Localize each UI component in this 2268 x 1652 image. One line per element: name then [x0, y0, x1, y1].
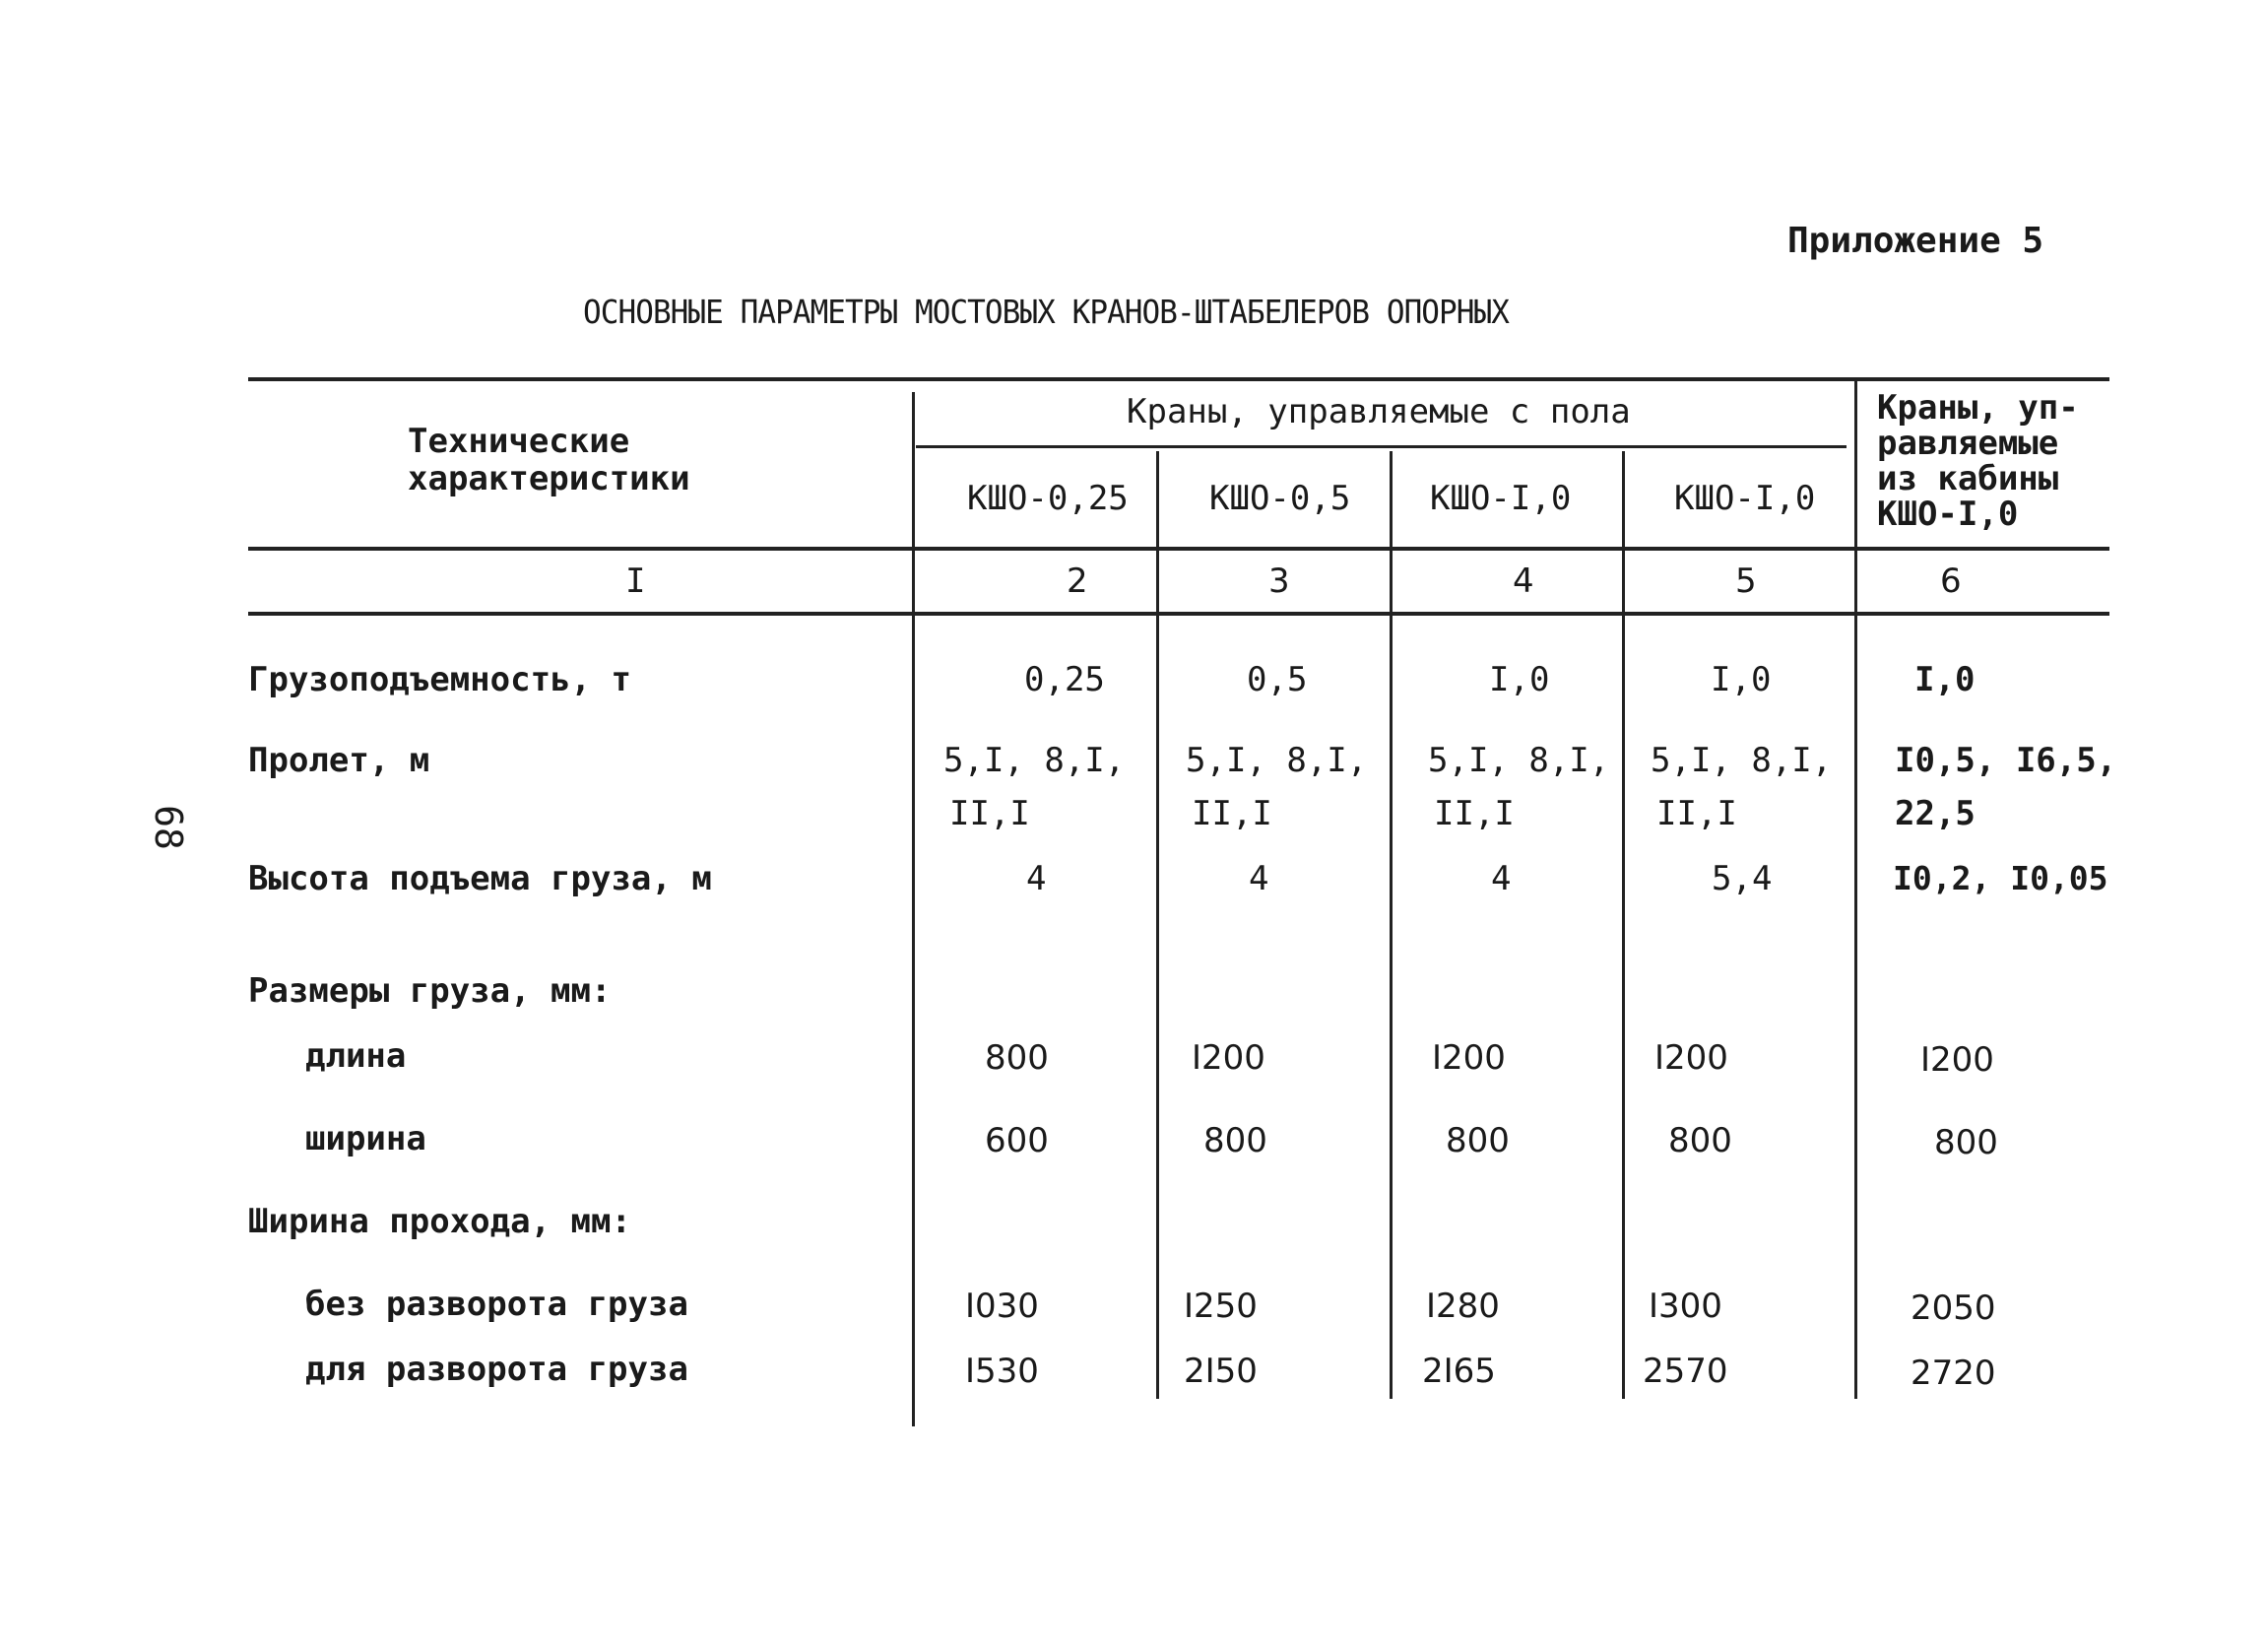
section-label: Размеры груза, мм:	[248, 971, 612, 1011]
row-value: 5,I, 8,I,	[1186, 741, 1368, 780]
group-header-rule	[916, 445, 1847, 448]
row-value: 4	[1491, 859, 1512, 898]
row-value: 2050	[1911, 1289, 1996, 1328]
col-number-1: I	[625, 562, 646, 601]
row-value: 800	[985, 1038, 1049, 1078]
row-value: 800	[1934, 1123, 1998, 1162]
col-divider-2	[1156, 451, 1159, 1399]
col-divider-4	[1622, 451, 1625, 1399]
row-value: 800	[1446, 1121, 1510, 1160]
row-value: 5,4	[1712, 859, 1773, 898]
row-value: 2720	[1911, 1354, 1996, 1393]
row-value: I200	[1432, 1038, 1506, 1078]
row-value: 0,25	[1024, 660, 1105, 699]
row-value: 4	[1249, 859, 1269, 898]
cabin-cranes-header-line2: равляемые	[1877, 424, 2059, 463]
appendix-label: Приложение 5	[1787, 221, 2044, 261]
row-label: Грузоподъемность, т	[248, 660, 631, 699]
table-top-rule	[248, 377, 2109, 381]
row-value-line2: 22,5	[1895, 794, 1976, 833]
row-label: для разворота груза	[305, 1350, 688, 1389]
row-value: I,0	[1489, 660, 1550, 699]
cabin-cranes-header-line1: Краны, уп-	[1877, 388, 2079, 428]
row-value: I200	[1654, 1038, 1728, 1078]
row-value: I300	[1649, 1287, 1722, 1326]
row-value: 5,I, 8,I,	[1428, 741, 1610, 780]
model-header-2: КШО-0,5	[1209, 479, 1351, 518]
cabin-cranes-header-line4: КШО-I,0	[1877, 495, 2019, 534]
col-number-4: 4	[1513, 562, 1534, 601]
section-label: Ширина прохода, мм:	[248, 1202, 631, 1241]
row-value: 2I50	[1184, 1352, 1258, 1391]
row-value: I280	[1426, 1287, 1500, 1326]
row-value-line2: II,I	[1656, 794, 1737, 833]
col-divider-5	[1854, 377, 1857, 1399]
row-value: I,0	[1711, 660, 1772, 699]
page-number: 68	[146, 805, 190, 850]
row-value: I0,5, I6,5,	[1895, 741, 2117, 780]
header-bottom-rule	[248, 547, 2109, 551]
row-label: длина	[305, 1036, 407, 1076]
model-header-1: КШО-0,25	[967, 479, 1129, 518]
row-value-line2: II,I	[1434, 794, 1515, 833]
cabin-cranes-header-line3: из кабины	[1877, 459, 2059, 498]
row-label: без разворота груза	[305, 1285, 688, 1324]
row-value: 800	[1203, 1121, 1267, 1160]
floor-cranes-header: Краны, управляемые с пола	[1127, 392, 1631, 431]
row-value: I0,2, I0,05	[1893, 859, 2108, 897]
row-label: Пролет, м	[248, 741, 430, 780]
row-value: I,0	[1914, 660, 1976, 699]
row-value: 4	[1026, 859, 1047, 898]
model-header-3: КШО-I,0	[1430, 479, 1572, 518]
numbers-bottom-rule	[248, 612, 2109, 616]
row-value: I250	[1184, 1287, 1258, 1326]
row-value: I200	[1920, 1040, 1994, 1080]
col-divider-3	[1390, 451, 1393, 1399]
col-number-3: 3	[1268, 562, 1290, 601]
col-number-5: 5	[1735, 562, 1757, 601]
row-value: 2I65	[1422, 1352, 1496, 1391]
tech-col-header-line2: характеристики	[408, 459, 690, 498]
row-value: 5,I, 8,I,	[943, 741, 1126, 780]
row-value-line2: II,I	[1192, 794, 1272, 833]
row-value: I030	[965, 1287, 1039, 1326]
row-value: 2570	[1643, 1352, 1728, 1391]
row-value-line2: II,I	[949, 794, 1030, 833]
row-value: 600	[985, 1121, 1049, 1160]
row-value: 5,I, 8,I,	[1651, 741, 1833, 780]
col-divider-1	[912, 392, 915, 1426]
row-value: 0,5	[1247, 660, 1308, 699]
model-header-4: КШО-I,0	[1674, 479, 1816, 518]
row-value: I530	[965, 1352, 1039, 1391]
document-title: ОСНОВНЫЕ ПАРАМЕТРЫ МОСТОВЫХ КРАНОВ-ШТАБЕЛЕРОВ ОПОРНЫХ	[583, 293, 1509, 331]
row-value: I200	[1192, 1038, 1265, 1078]
row-label: Высота подъема груза, м	[248, 859, 712, 898]
row-label: ширина	[305, 1119, 426, 1158]
row-value: 800	[1668, 1121, 1732, 1160]
tech-col-header-line1: Технические	[408, 422, 630, 461]
col-number-6: 6	[1940, 562, 1962, 601]
col-number-2: 2	[1067, 562, 1088, 601]
